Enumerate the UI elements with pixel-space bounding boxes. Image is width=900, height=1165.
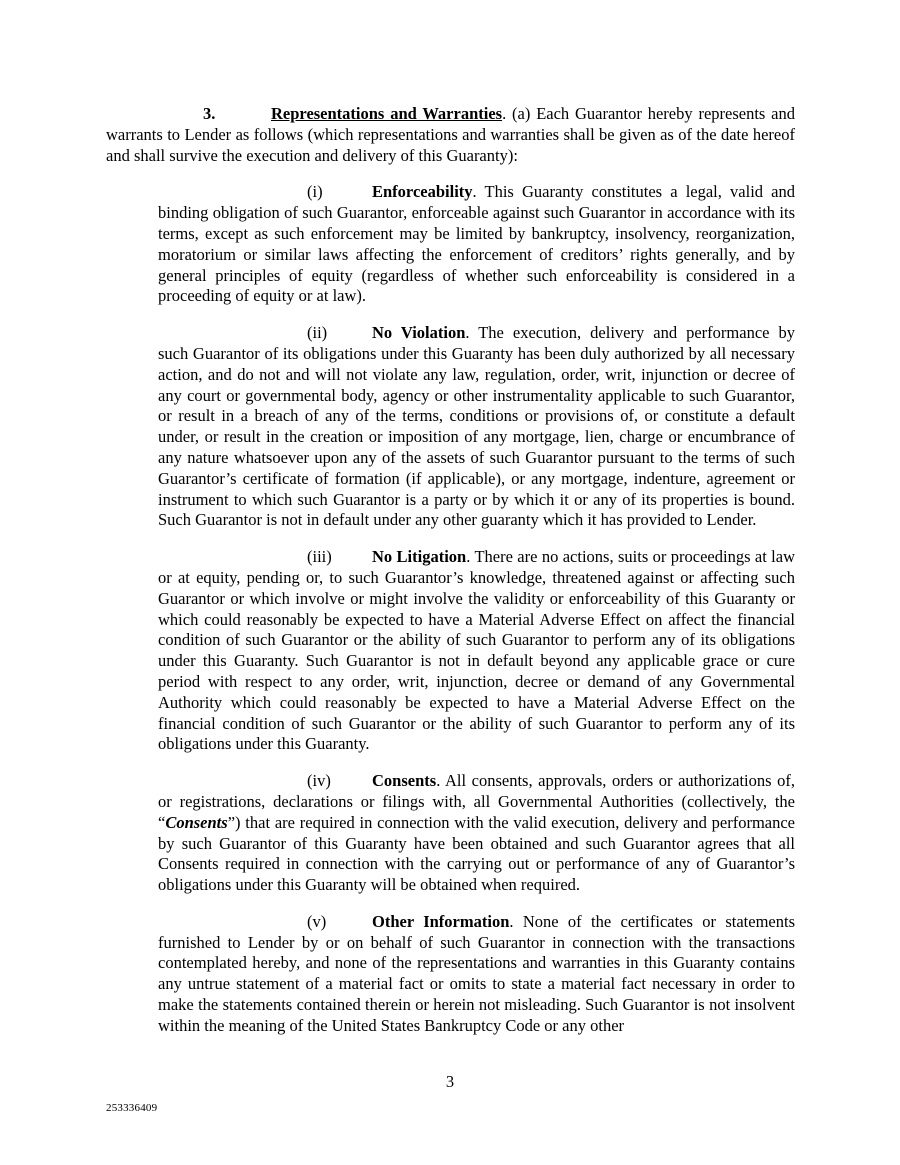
subsection-consents: [158, 771, 795, 896]
subsection-no-litigation-number: (iii): [307, 547, 332, 567]
subsection-enforceability-title: Enforceability: [372, 182, 473, 202]
subsection-enforceability-number: (i): [307, 182, 323, 202]
document-content: [106, 104, 795, 1053]
subsection-other-information-number: (v): [307, 911, 327, 931]
subsection-enforceability: [158, 182, 795, 307]
subsection-consents-body-continued: ”) that are required in connection with the valid execution, delivery and performance by such Guarantor of this Guaranty have been obtained and such Guarantor agrees that all Consents required in connection with the carrying out or performance of any of Guarantor’s obligations under this Guaranty will be obtained when required.: [158, 812, 795, 895]
subsection-enforceability-body: . This Guaranty constitutes a legal, valid and binding obligation of such Guarantor, enforceable against such Guarantor in accordance with its terms, except as such enforcement may be limited by bankruptcy, insolvency, reorganization, moratorium or similar laws affecting the enforcement of creditors’ rights generally, and by general principles of equity (regardless of whether such enforceability is considered in a proceeding of equity or at law).: [158, 182, 795, 306]
subsection-no-violation-body: . The execution, delivery and performance by such Guarantor of its obligations under this Guaranty has been duly authorized by all necessary action, and do not and will not violate any law, regulation, order, writ, injunction or decree of any court or governmental body, agency or other instrumentality applicable to such Guarantor, or result in a breach of any of the terms, conditions or provisions of, or constitute a default under, or result in the creation or imposition of any mortgage, lien, charge or encumbrance of any nature whatsoever upon any of the assets of such Guarantor pursuant to the terms of such Guarantor’s certificate of formation (if applicable), or any mortgage, indenture, agreement or instrument to which such Guarantor is a party or by which it or any of its properties is bound. Such Guarantor is not in default under any other guaranty which it has provided to Lender.: [158, 323, 795, 530]
document-id-footer: 253336409: [106, 1102, 158, 1114]
subsection-no-litigation-body: . There are no actions, suits or proceedings at law or at equity, pending or, to such Guarantor’s knowledge, threatened against or affecting such Guarantor or which involve or might involve the validity or enforceability of this Guaranty or which could reasonably be expected to have a Material Adverse Effect on affect the financial condition of such Guarantor or the ability of such Guarantor to perform any of its obligations under this Guaranty. Such Guarantor is not in default beyond any applicable grace or cure period with respect to any order, writ, injunction, decree or demand of any Governmental Authority which could reasonably be expected to have a Material Adverse Effect on the financial condition of such Guarantor or the ability of such Guarantor to perform any of its obligations under this Guaranty.: [158, 547, 795, 754]
subsection-no-violation-number: (ii): [307, 323, 328, 343]
subsection-no-litigation: [158, 547, 795, 755]
subsection-other-information-title: Other Information: [372, 911, 510, 931]
subsection-consents-body: . All consents, approvals, orders or authorizations of, or registrations, declarations or filings with, all Governmental Authorities (collectively, the “: [158, 771, 795, 832]
subsection-no-litigation-title: No Litigation: [372, 547, 467, 567]
section-number: 3.: [203, 104, 216, 123]
subsection-consents-title: Consents: [372, 771, 437, 791]
section-heading-paragraph: [106, 104, 795, 166]
subsection-other-information-body: . None of the certificates or statements furnished to Lender by or on behalf of such Guarantor in connection with the transactions contemplated hereby, and none of the representations and warranties in this Guaranty contains any untrue statement of a material fact or omits to state a material fact necessary in order to make the statements contained therein or herein not misleading. Such Guarantor is not insolvent within the meaning of the United States Bankruptcy Code or any other: [158, 911, 795, 1035]
subsection-consents-number: (iv): [307, 771, 331, 791]
subsection-other-information: [158, 912, 795, 1037]
section-title: Representations and Warranties: [271, 104, 503, 123]
section-intro-text: . (a) Each Guarantor hereby represents and warrants to Lender as follows (which representations and warranties shall be given as of the date hereof and shall survive the execution and delivery of this Guaranty):: [106, 104, 795, 165]
subsection-no-violation-title: No Violation: [372, 323, 466, 343]
page-number: 3: [445, 1072, 455, 1091]
subsection-no-violation: [158, 323, 795, 531]
subsection-consents-defined-term: Consents: [165, 812, 228, 832]
